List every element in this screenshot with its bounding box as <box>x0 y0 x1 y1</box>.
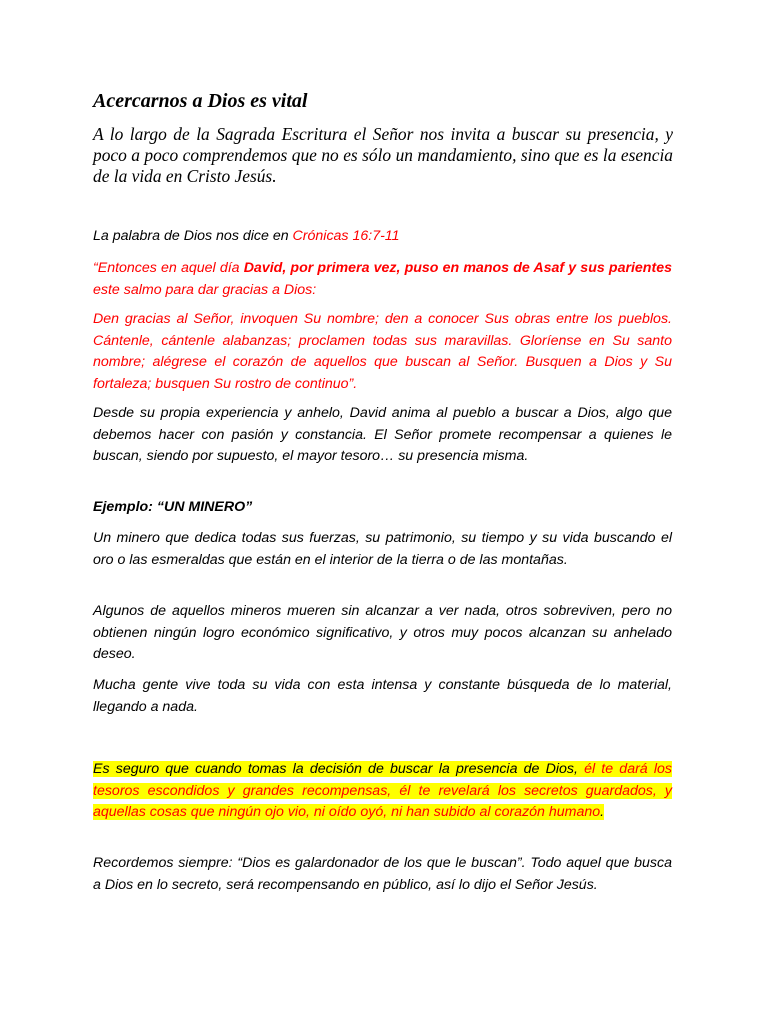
highlight-end: . <box>600 804 605 820</box>
quote-intro-paragraph <box>93 258 672 301</box>
quote-rest: este salmo para dar gracias a Dios: <box>93 281 317 298</box>
document-title: Acercarnos a Dios es vital <box>93 90 308 112</box>
example-paragraph-1: Un minero que dedica todas sus fuerzas, su patrimonio, su tiempo y su vida buscando el oro o las esmeraldas que están en el interior de la tierra o de las montañas. <box>93 530 672 568</box>
reference-paragraph <box>93 226 672 248</box>
psalm-paragraph: Den gracias al Señor, invoquen Su nombre; den a conocer Sus obras entre los pueblos. Cántenle, cántenle alabanzas; proclamen todas sus maravillas. Gloríense en Su santo nombre; alégrese el corazón de aquellos que buscan al Señor. Busquen a Dios y Su fortaleza; busquen Su rostro de continuo”. <box>93 311 672 392</box>
example-paragraph-3: Mucha gente vive toda su vida con esta intensa y constante búsqueda de lo material, llegando a nada. <box>93 677 672 715</box>
highlight-lead: Es seguro que cuando tomas la decisión de buscar la presencia de Dios, <box>93 761 585 777</box>
quote-emphasis: David, por primera vez, puso en manos de Asaf y sus parientes <box>243 260 672 276</box>
highlight-paragraph <box>93 759 672 824</box>
reflection-paragraph: Desde su propia experiencia y anhelo, David anima al pueblo a buscar a Dios, algo que debemos hacer con pasión y constancia. El Señor promete recompensar a quienes le buscan, siendo por supuesto, el mayor tesoro… su presencia misma. <box>93 405 672 464</box>
example-paragraph-2: Algunos de aquellos mineros mueren sin alcanzar a ver nada, otros sobreviven, pero no obtienen ningún logro económico significativo, y otros muy pocos alcanzan su anhelado deseo. <box>93 603 672 662</box>
intro-paragraph: A lo largo de la Sagrada Escritura el Señor nos invita a buscar su presencia, y poco a poco comprendemos que no es sólo un mandamiento, sino que es la esencia de la vida en Cristo Jesús. <box>93 124 673 186</box>
closing-paragraph: Recordemos siempre: “Dios es galardonador de los que le buscan”. Todo aquel que busca a Dios en lo secreto, será recompensando en público, así lo dijo el Señor Jesús. <box>93 855 672 893</box>
quote-open: “Entonces en aquel día <box>93 260 244 276</box>
scripture-citation: Crónicas 16:7-11 <box>292 228 400 244</box>
example-heading: Ejemplo: “UN MINERO” <box>93 499 253 515</box>
highlight-promise: él te dará los tesoros escondidos y grandes recompensas, él te revelará los secretos guardados, y aquellas cosas que ningún ojo vio, ni oído oyó, ni han subido al corazón humano <box>93 761 673 820</box>
reference-lead: La palabra de Dios nos dice en <box>93 228 293 244</box>
